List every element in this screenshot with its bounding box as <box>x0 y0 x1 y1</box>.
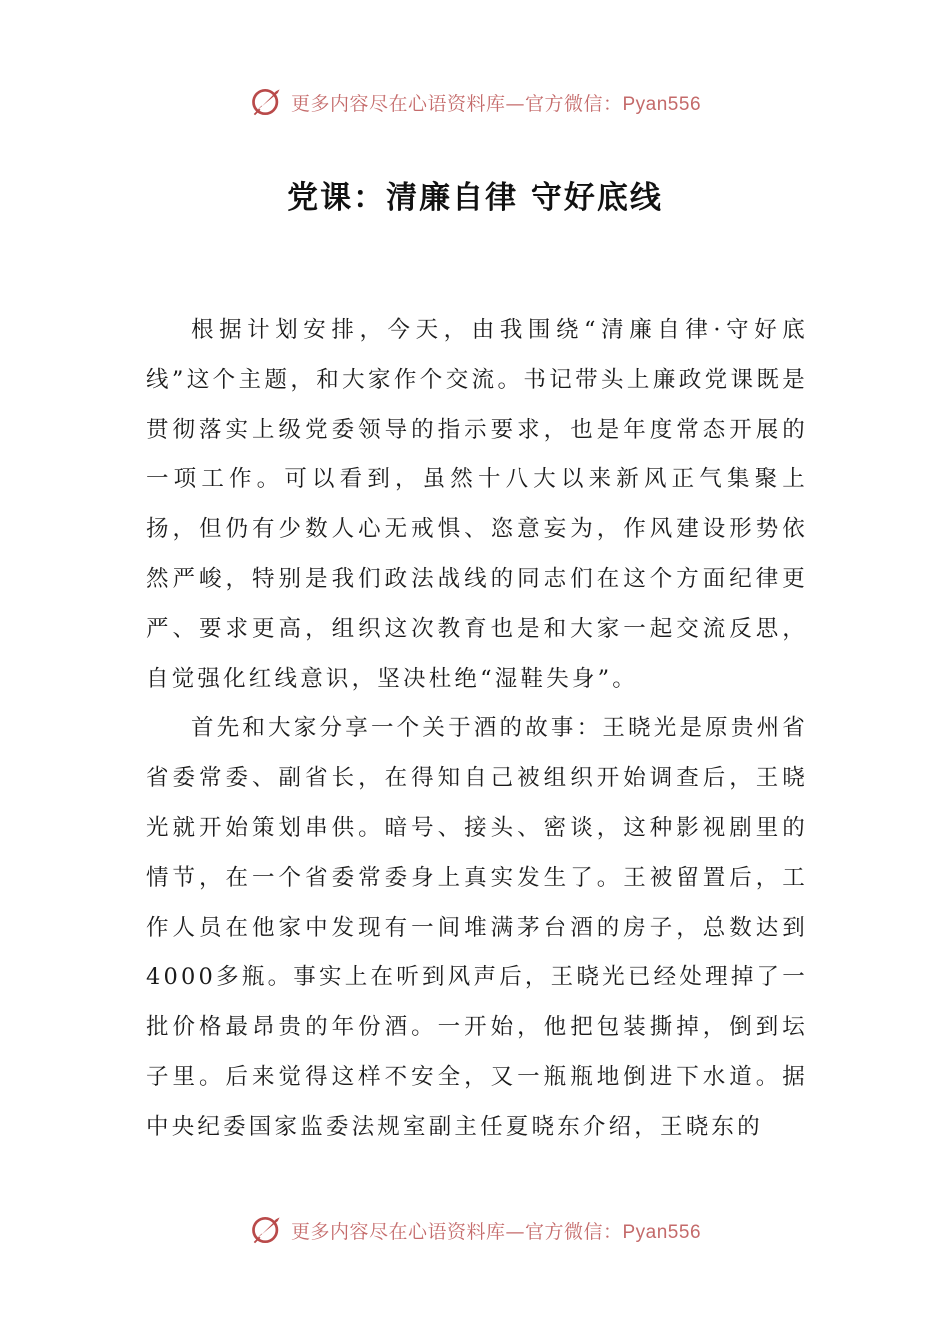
paragraph-1: 根据计划安排，今天，由我围绕“清廉自律·守好底线”这个主题，和大家作个交流。书记带头上廉政党课既是贯彻落实上级党委领导的指示要求，也是年度常态开展的一项工作。可以看到，虽然十八大以来新风正气集聚上扬，但仍有少数人心无戒惧、恣意妄为，作风建设形势依然严峻，特别是我们政法战线的同志们在这个方面纪律更严、要求更高，组织这次教育也是和大家一起交流反思，自觉强化红线意识，坚决杜绝“湿鞋失身”。 <box>146 317 808 692</box>
paragraph-2: 首先和大家分享一个关于酒的故事：王晓光是原贵州省省委常委、副省长，在得知自己被组织开始调查后，王晓光就开始策划串供。暗号、接头、密谈，这种影视剧里的情节，在一个省委常委身上真实发生了。王被留置后，工作人员在他家中发现有一间堆满茅台酒的房子，总数达到4000多瓶。事实上在听到风声后，王晓光已经处理掉了一批价格最昂贵的年份酒。一开始，他把包装撕掉，倒到坛子里。后来觉得这样不安全，又一瓶瓶地倒进下水道。据中央纪委国家监委法规室副主任夏晓东介绍，王晓东的 <box>146 715 808 1140</box>
footer-banner-wechat: Pyan556 <box>622 1221 702 1243</box>
footer-banner <box>0 1210 950 1250</box>
header-banner <box>0 82 950 122</box>
quill-logo-icon <box>249 1212 285 1248</box>
quill-logo-icon <box>249 84 285 120</box>
header-banner-text <box>291 89 701 116</box>
document-body <box>146 306 808 1153</box>
header-banner-wechat: Pyan556 <box>622 93 702 115</box>
header-banner-label: 更多内容尽在心语资料库—官方微信： <box>290 92 623 115</box>
document-title: 党课：清廉自律 守好底线 <box>287 180 663 216</box>
footer-banner-label: 更多内容尽在心语资料库—官方微信： <box>290 1220 623 1243</box>
footer-banner-text <box>291 1217 701 1244</box>
